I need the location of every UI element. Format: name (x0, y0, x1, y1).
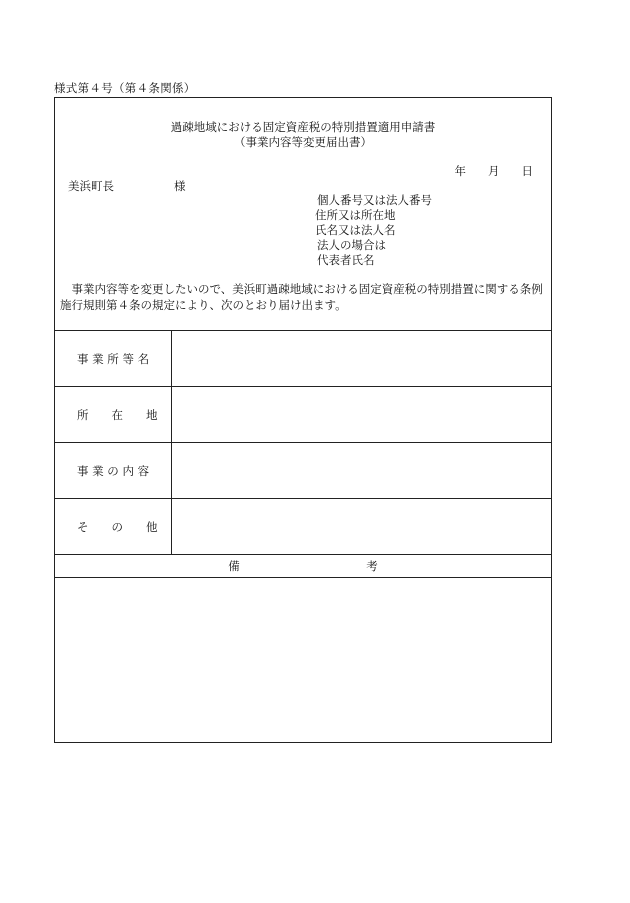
addressee-honorific: 様 (174, 179, 186, 193)
details-table (55, 330, 551, 744)
table-row (55, 443, 551, 499)
office-name-field[interactable] (172, 331, 551, 386)
applicant-block (315, 193, 432, 268)
month-label: 月 (488, 164, 500, 178)
addressee-name: 美浜町長 (68, 179, 114, 193)
date-line (455, 163, 534, 179)
day-label: 日 (521, 164, 533, 178)
form-subtitle: （事業内容等変更届出書） (234, 135, 372, 149)
remarks-field[interactable] (55, 578, 551, 744)
applicant-name-label: 氏名又は法人名 (315, 223, 396, 237)
other-field[interactable] (172, 499, 551, 554)
table-row (55, 499, 551, 555)
form-title: 過疎地域における固定資産税の特別措置適用申請書 (170, 120, 436, 134)
row-label-office-name: 事 業 所 等 名 (55, 331, 172, 386)
year-label: 年 (454, 164, 466, 178)
row-label-other: そ の 他 (55, 499, 172, 554)
row-label-business-content: 事 業 の 内 容 (55, 443, 172, 498)
remarks-heading: 備 考 (55, 555, 551, 578)
addressee (68, 178, 186, 194)
applicant-representative-label: 代表者氏名 (317, 253, 375, 267)
notice-statement: 事業内容等を変更したいので、美浜町過疎地域における固定資産税の特別措置に関する条例施行規則第４条の規定により、次のとおり届け出ます。 (60, 282, 543, 312)
applicant-corporation-label: 法人の場合は (317, 238, 386, 252)
form-number: 様式第４号（第４条関係） (54, 81, 196, 95)
applicant-number-label: 個人番号又は法人番号 (317, 193, 432, 207)
location-field[interactable] (172, 387, 551, 442)
application-form (54, 97, 552, 743)
applicant-address-label: 住所又は所在地 (315, 208, 396, 222)
row-label-location: 所 在 地 (55, 387, 172, 442)
table-row (55, 387, 551, 443)
business-content-field[interactable] (172, 443, 551, 498)
table-row (55, 331, 551, 387)
